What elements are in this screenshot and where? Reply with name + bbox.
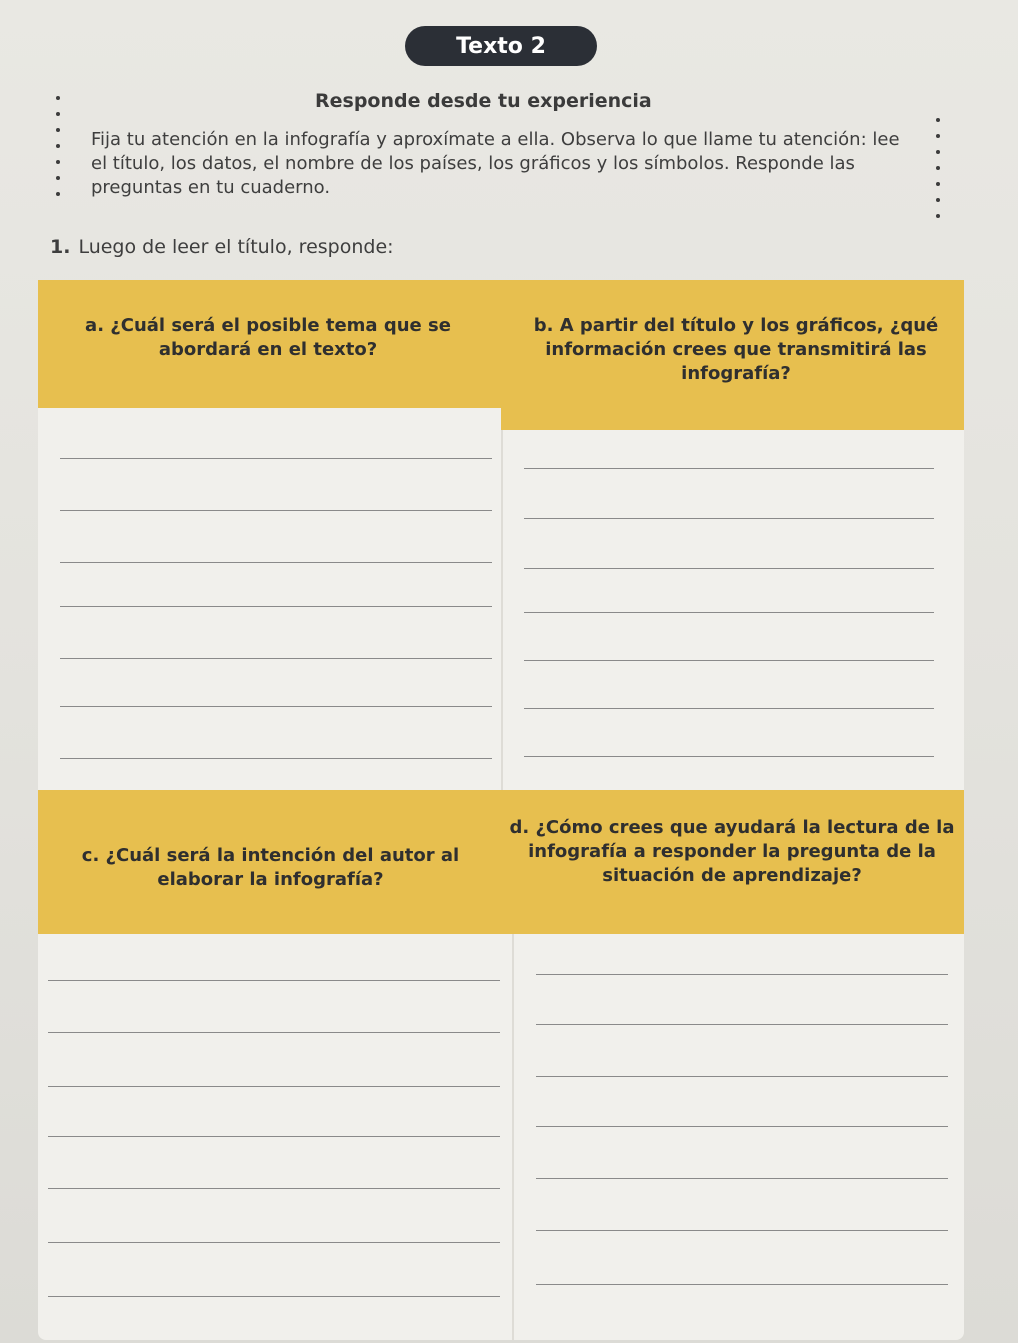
answer-line-a[interactable] (60, 510, 492, 511)
answer-line-c[interactable] (48, 1086, 500, 1087)
answer-line-b[interactable] (524, 612, 934, 613)
prompt-d: d. ¿Cómo crees que ayudará la lectura de la infografía a responder la pregunta de la situación de aprendizaje? (509, 817, 955, 886)
answer-line-a[interactable] (60, 706, 492, 707)
question-text: Luego de leer el título, responde: (78, 236, 394, 258)
answer-line-b[interactable] (524, 660, 934, 661)
answer-line-c[interactable] (48, 980, 500, 981)
answer-line-a[interactable] (60, 606, 492, 607)
header-d (501, 790, 964, 934)
answer-line-c[interactable] (48, 1032, 500, 1033)
header-b (501, 280, 964, 430)
prompt-b: b. A partir del título y los gráficos, ¿qué información crees que transmitirá las infografía? (533, 315, 939, 384)
column-divider-top (501, 430, 503, 790)
answer-line-b[interactable] (524, 756, 934, 757)
answer-line-b[interactable] (524, 468, 934, 469)
decorative-dots-left (56, 96, 62, 208)
prompt-c: c. ¿Cuál será la intención del autor al elaborar la infografía? (81, 845, 460, 890)
answer-line-a[interactable] (60, 758, 492, 759)
intro-paragraph: Fija tu atención en la infografía y aproxímate a ella. Observa lo que llame tu atención: lee el título, los datos, el nombre de los países, los gráficos y los símbolos. Responde las preguntas en tu cuaderno. (91, 129, 900, 198)
header-a (38, 280, 501, 408)
section-subtitle: Responde desde tu experiencia (315, 90, 652, 112)
answer-line-c[interactable] (48, 1188, 500, 1189)
prompt-a: a. ¿Cuál será el posible tema que se abordará en el texto? (85, 315, 451, 360)
answer-line-a[interactable] (60, 458, 492, 459)
answer-line-d[interactable] (536, 1284, 948, 1285)
column-divider-bottom (512, 934, 514, 1340)
answer-line-d[interactable] (536, 974, 948, 975)
answer-line-b[interactable] (524, 708, 934, 709)
answer-line-d[interactable] (536, 1076, 948, 1077)
answer-line-c[interactable] (48, 1296, 500, 1297)
answer-line-a[interactable] (60, 658, 492, 659)
answer-table (38, 280, 964, 1340)
question-number: 1. (50, 236, 71, 258)
question-1 (50, 236, 394, 258)
decorative-dots-right (936, 118, 942, 230)
answer-line-b[interactable] (524, 518, 934, 519)
text-badge: Texto 2 (405, 26, 597, 66)
answer-line-c[interactable] (48, 1136, 500, 1137)
header-c (38, 790, 501, 934)
answer-line-d[interactable] (536, 1230, 948, 1231)
answer-line-d[interactable] (536, 1126, 948, 1127)
answer-line-d[interactable] (536, 1024, 948, 1025)
answer-line-a[interactable] (60, 562, 492, 563)
answer-line-c[interactable] (48, 1242, 500, 1243)
answer-line-d[interactable] (536, 1178, 948, 1179)
answer-line-b[interactable] (524, 568, 934, 569)
